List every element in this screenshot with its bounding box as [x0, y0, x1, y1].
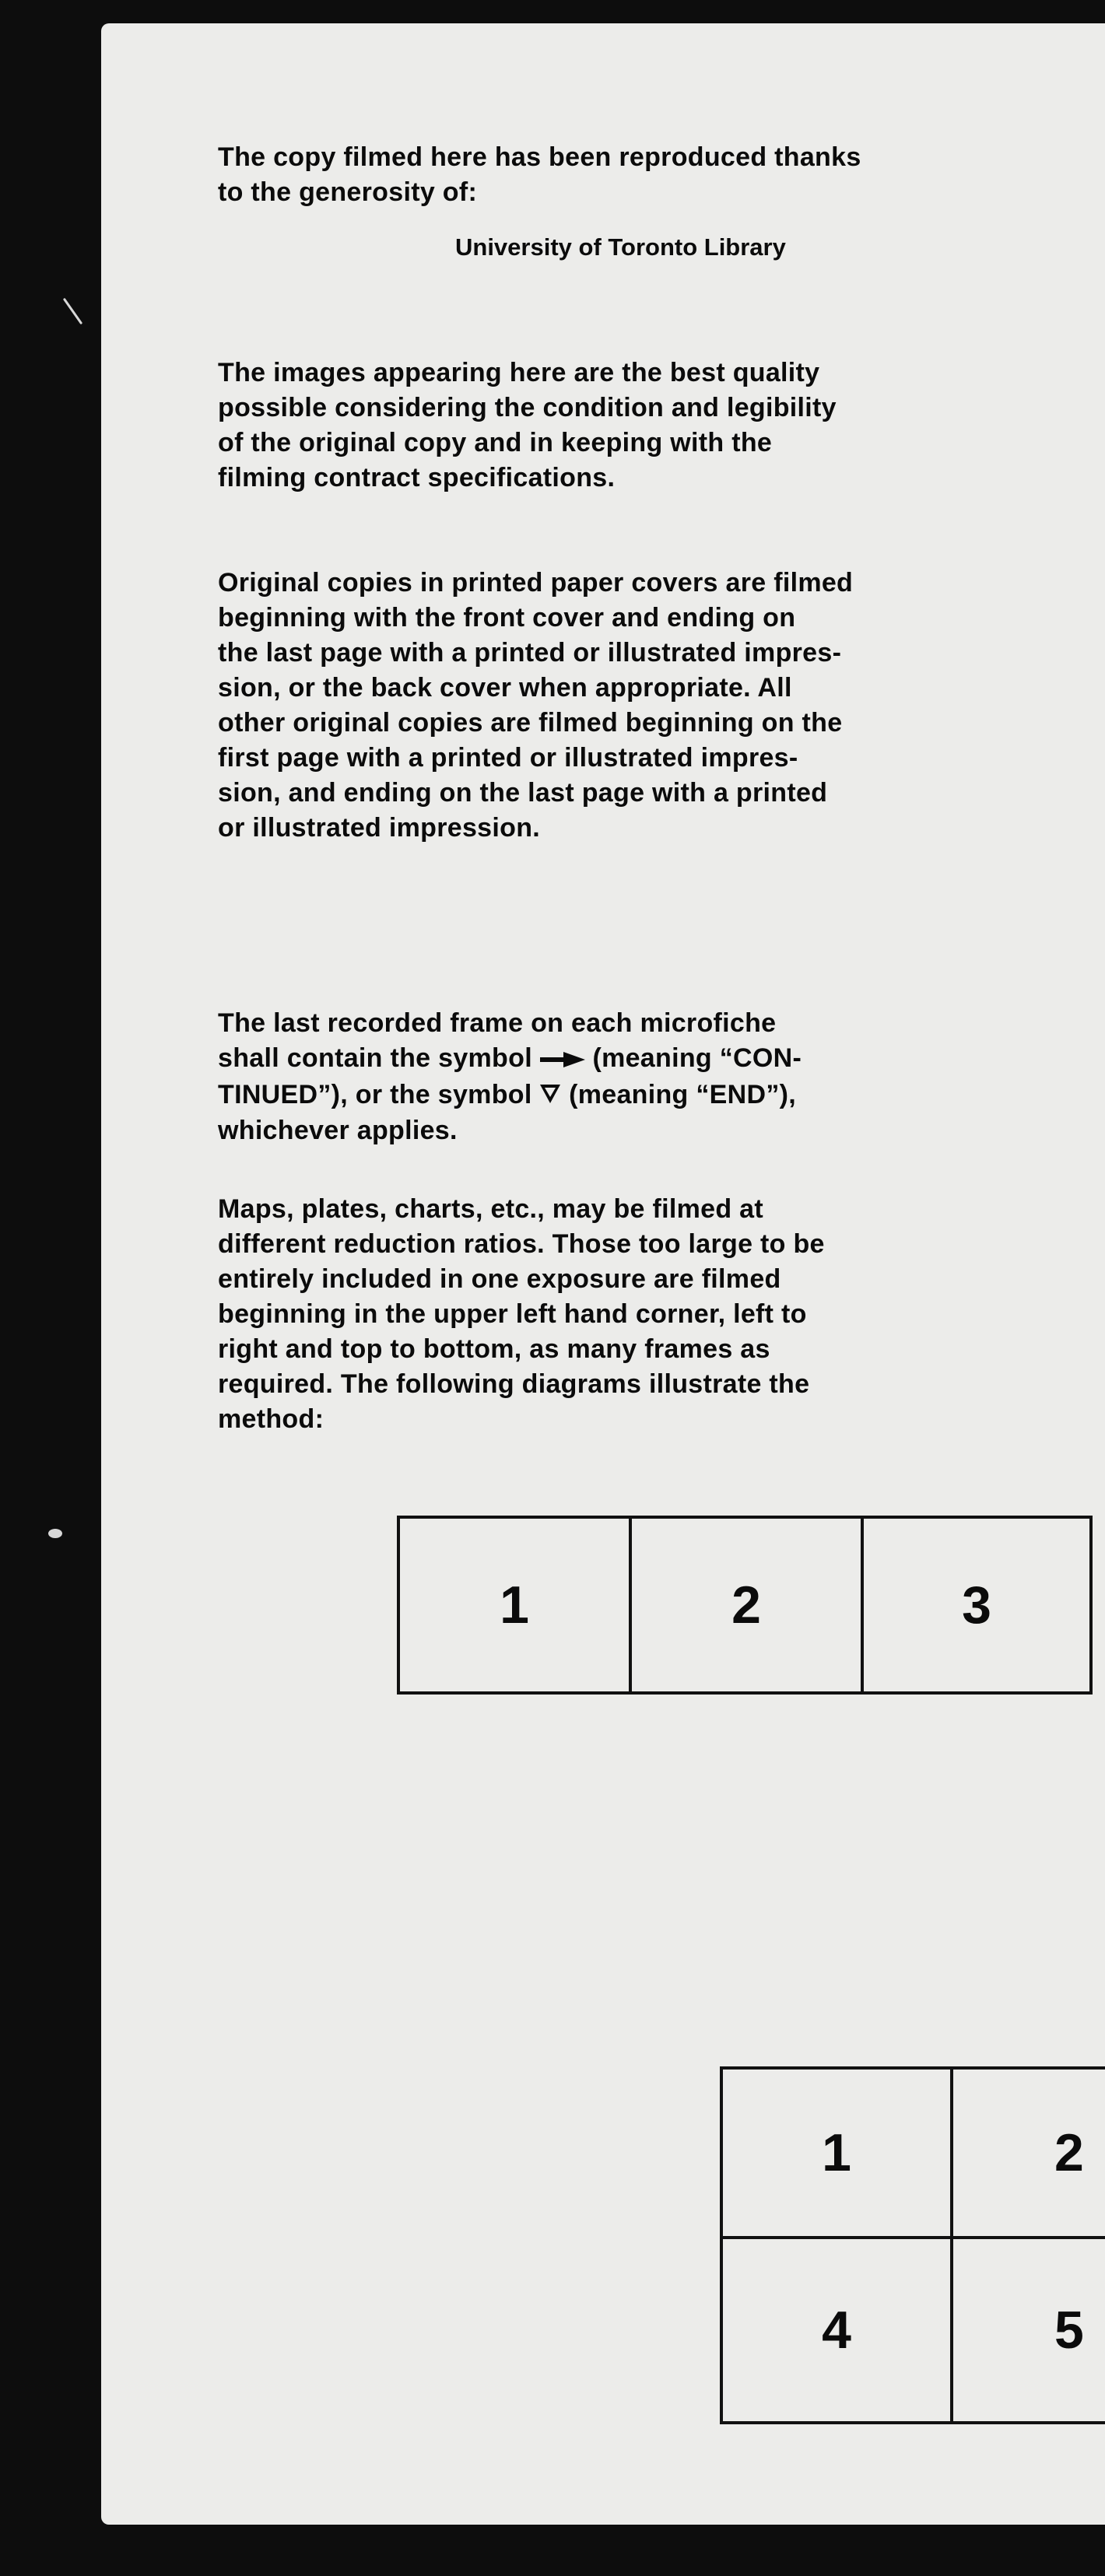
frame-cell-3: 3	[962, 1575, 991, 1635]
frame-diagram-grid	[720, 2066, 1105, 2424]
symbols-line-2	[218, 1041, 1097, 1078]
frame-diagram-row	[397, 1516, 1093, 1695]
frame-cell-2: 2	[632, 1519, 864, 1691]
covers-paragraph: Original copies in printed paper covers are filmed beginning with the front cover and ending on the last page with a printed or illustrated impres- sion, or the back cover when appropriate. All other original copies are filmed beginning on the first page with a printed or illustrated impres- sion, and ending on the last page with a printed or illustrated impression.	[218, 568, 854, 843]
frame-grid-cell-1: 1	[723, 2070, 953, 2239]
triangle-down-icon	[539, 1078, 561, 1113]
frame-grid-cell-5: 5	[1054, 2301, 1084, 2360]
credit-line: The copy filmed here has been reproduced thanks to the generosity of:	[218, 142, 861, 207]
symbols-line-3	[218, 1078, 1097, 1114]
arrow-right-icon	[540, 1043, 585, 1078]
film-speck	[48, 1529, 62, 1538]
symbols-line-3-suffix: (meaning “END”),	[561, 1079, 797, 1109]
symbols-line-4: whichever applies.	[218, 1116, 458, 1146]
quality-paragraph: The images appearing here are the best quality possible considering the condition and legibility of the original copy and in keeping with the filming contract specifications.	[218, 358, 837, 492]
filming-notice-sheet	[101, 23, 1105, 2525]
institution-name: University of Toronto Library	[455, 233, 786, 261]
frame-grid-cell-2: 2	[953, 2070, 1105, 2239]
symbols-paragraph	[218, 1006, 1097, 1148]
symbols-line-3-text: TINUED”), or the symbol	[218, 1079, 532, 1109]
film-scratch	[63, 298, 82, 324]
maps-paragraph: Maps, plates, charts, etc., may be filmed at different reduction ratios. Those too large to be entirely included in one exposure are filmed beginning in the upper left hand corner, left to right and top to bottom, as many frames as required. The following diagrams illustrate the method:	[218, 1194, 825, 1434]
frame-cell-1: 1	[400, 1519, 632, 1691]
frame-grid-cell-4: 4	[723, 2239, 953, 2421]
symbols-line-1: The last recorded frame on each microfiche	[218, 1008, 777, 1038]
symbols-line-2-suffix: (meaning “CON-	[584, 1043, 802, 1073]
symbols-line-2-text: shall contain the symbol	[218, 1043, 532, 1073]
